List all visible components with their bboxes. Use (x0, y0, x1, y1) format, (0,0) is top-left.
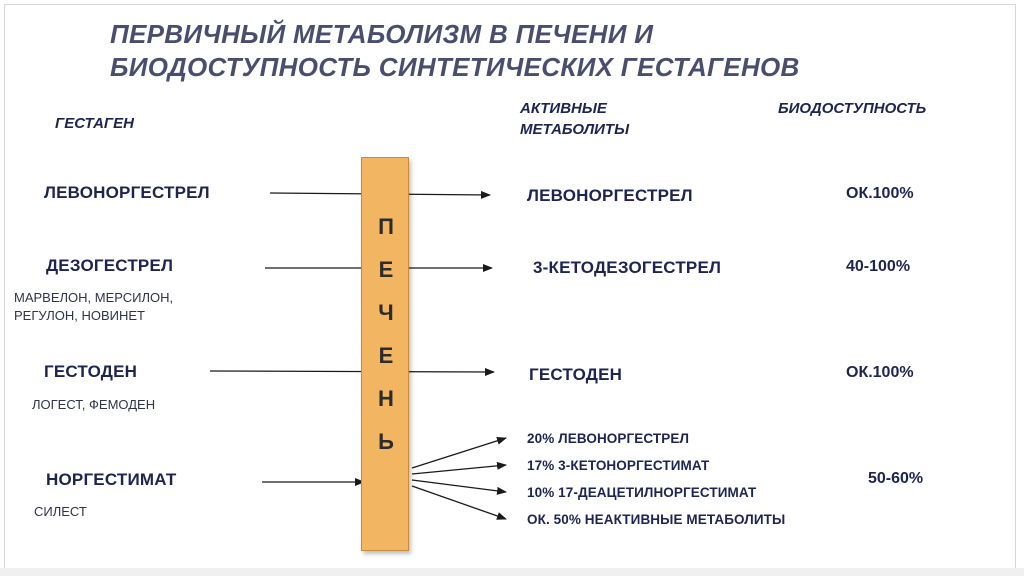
metabolite-norgestimate-3: 10% 17-ДЕАЦЕТИЛНОРГЕСТИМАТ (527, 485, 757, 500)
brand-line-1: ЛОГЕСТ, ФЕМОДЕН (32, 397, 156, 412)
header-gestagen: ГЕСТАГЕН (55, 115, 134, 132)
arrow-metab-2 (412, 465, 506, 474)
drug-levonorgestrel: ЛЕВОНОРГЕСТРЕЛ (44, 183, 210, 202)
drug-gestodene: ГЕСТОДЕН (44, 362, 138, 381)
metabolite-norgestimate-1: 20% ЛЕВОНОРГЕСТРЕЛ (527, 431, 690, 446)
liver-letter-2: Е (378, 257, 394, 282)
title-line-2: БИОДОСТУПНОСТЬ СИНТЕТИЧЕСКИХ ГЕСТАГЕНОВ (110, 52, 800, 82)
drug-norgestimate: НОРГЕСТИМАТ (46, 470, 177, 489)
drug-desogestrel: ДЕЗОГЕСТРЕЛ (46, 256, 174, 275)
brand-line-2: РЕГУЛОН, НОВИНЕТ (14, 308, 145, 323)
liver-letter-6: Ь (378, 429, 394, 454)
bottom-strip (0, 568, 1024, 576)
arrow-metab-4 (412, 486, 506, 519)
brand-line-1: СИЛЕСТ (34, 504, 87, 519)
liver-letter-3: Ч (378, 300, 394, 325)
liver-letter-4: Е (378, 343, 394, 368)
arrow-metab-3 (412, 480, 506, 492)
liver-box (361, 157, 409, 551)
bio-desogestrel: 40-100% (846, 258, 911, 275)
brands-norgestimate (34, 503, 87, 521)
bio-levonorgestrel: ОК.100% (846, 185, 914, 202)
metabolite-ketodesogestrel: 3-КЕТОДЕЗОГЕСТРЕЛ (533, 258, 722, 277)
header-bioavailability: БИОДОСТУПНОСТЬ (778, 100, 927, 117)
bio-norgestimate: 50-60% (868, 470, 924, 487)
brands-desogestrel (14, 289, 173, 325)
metabolite-norgestimate-2: 17% 3-КЕТОНОРГЕСТИМАТ (527, 458, 710, 473)
liver-letter-1: П (378, 214, 394, 239)
header-active-line-1: АКТИВНЫЕ (520, 100, 607, 117)
metabolite-norgestimate-4: ОК. 50% НЕАКТИВНЫЕ МЕТАБОЛИТЫ (527, 512, 786, 527)
header-active-line-2: МЕТАБОЛИТЫ (520, 121, 630, 138)
title-line-1: ПЕРВИЧНЫЙ МЕТАБОЛИЗМ В ПЕЧЕНИ И (110, 19, 654, 49)
brand-line-1: МАРВЕЛОН, МЕРСИЛОН, (14, 290, 174, 305)
arrow-gestodene (210, 371, 494, 372)
liver-letter-5: Н (378, 386, 394, 411)
bio-gestodene: ОК.100% (846, 364, 914, 381)
arrow-metab-1 (412, 438, 506, 468)
brands-gestodene (32, 396, 155, 414)
metabolite-levonorgestrel: ЛЕВОНОРГЕСТРЕЛ (527, 186, 693, 205)
metabolite-gestodene: ГЕСТОДЕН (529, 365, 623, 384)
